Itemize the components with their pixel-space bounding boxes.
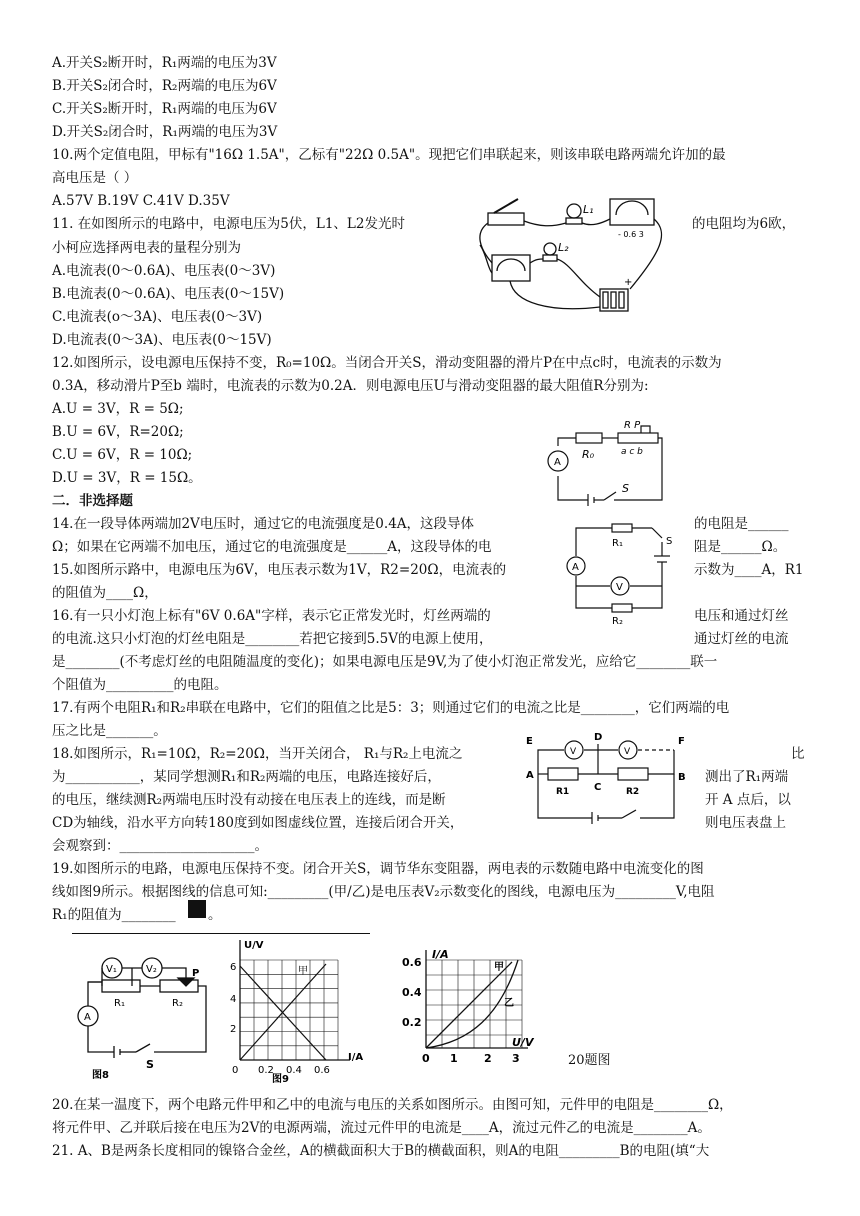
q21-line1: 21. A、B是两条长度相同的镍铬合金丝，A的横截面积大于B的横截面积，则A的电阻_________B的电阻(填“大: [52, 1143, 710, 1159]
q18-d-label: D: [594, 732, 603, 743]
fig20-xtick-0: 0: [422, 1052, 430, 1065]
q12-r0-label: R₀: [582, 448, 595, 461]
fig8-circuit: [68, 948, 210, 1081]
q18-line1a: 18.如图所示，R₁=10Ω，R₂=20Ω，当开关闭合， R₁与R₂上电流之: [52, 746, 463, 762]
q16-line1b: 电压和通过灯丝: [694, 608, 789, 624]
q18-b-label: B: [678, 772, 686, 783]
redaction-block: [188, 900, 206, 918]
q12-line2: 0.3A，移动滑片P至b 端时，电流表的示数为0.2A．则电源电压U与滑动变阻器的最大阻值R分别为:: [52, 378, 649, 394]
q12-acb-label: a c b: [621, 447, 643, 457]
q9-option-a: A.开关S₂断开时，R₁两端的电压为3V: [52, 55, 277, 71]
q12-switch-label: S: [622, 482, 629, 495]
fig20-chart: [400, 946, 540, 1070]
q18-line1b: 比: [791, 746, 805, 762]
q16-line2b: 通过灯丝的电流: [694, 631, 789, 647]
q18-line3a: 的电压，继续测R₂两端电压时没有动接在电压表上的连线，而是断: [52, 792, 446, 808]
fig20-xtick-1: 1: [450, 1052, 458, 1065]
fig9-xtick-06: 0.6: [314, 1065, 330, 1076]
q16-line3: 是________(不考虑灯丝的电阻随温度的变化)；如果电源电压是9V,为了使小灯泡正常发光，应给它________联一: [52, 654, 718, 670]
q16-line4: 个阻值为__________的电阻。: [52, 677, 228, 693]
q19-line1: 19.如图所示的电路，电源电压保持不变。闭合开关S，调节华东变阻器，两电表的示数随电路中电流变化的图: [52, 861, 704, 877]
q19-line3b: 。: [208, 907, 222, 923]
fig8-v1-label: V₁: [106, 964, 117, 975]
fig9-series-jia: 甲: [298, 966, 308, 977]
section-title: 二．非选择题: [52, 493, 133, 509]
fig20-series-jia: 甲: [494, 962, 504, 973]
q11-option-b: B.电流表(0～0.6A)、电压表(0～15V): [52, 286, 285, 302]
q16-line2a: 的电流.这只小灯泡的灯丝电阻是________若把它接到5.5V的电源上使用，: [52, 631, 493, 647]
q18-v1-label: V: [570, 747, 577, 757]
q19-line3a: R₁的阻值为________: [52, 907, 176, 923]
q18-c-label: C: [594, 782, 602, 793]
fig8-v2-label: V₂: [146, 964, 157, 975]
q11-option-d: D.电流表(0～3A)、电压表(0～15V): [52, 332, 272, 348]
q9-option-c: C.开关S₂断开时，R₁两端的电压为6V: [52, 101, 277, 117]
fig8-p-label: P: [192, 968, 200, 979]
q16-line1a: 16.有一只小灯泡上标有"6V 0.6A"字样，表示它正常发光时，灯丝两端的: [52, 608, 491, 624]
q15-ammeter-label: A: [572, 562, 579, 573]
q10-line2: 高电压是（ ）: [52, 170, 138, 186]
q11-circuit-figure: [470, 193, 688, 321]
q11-option-a: A.电流表(0～0.6A)、电压表(0～3V): [52, 263, 276, 279]
q20-line2: 将元件甲、乙并联后接在电压为2V的电源两端，流过元件甲的电流是____A，流过元件乙的电流是________A。: [52, 1120, 711, 1136]
divider-line: [72, 933, 370, 934]
q18-f-label: F: [678, 736, 685, 747]
q11-option-c: C.电流表(o～3A)、电压表(0～3V): [52, 309, 263, 325]
q18-line4b: 则电压表盘上: [705, 815, 786, 831]
q15-switch-label: S: [666, 536, 673, 547]
q11-line1b: 的电阻均为6欧，: [692, 216, 796, 232]
q20-line1: 20.在某一温度下，两个电路元件甲和乙中的电流与电压的关系如图所示。由图可知，元件甲的电阻是________Ω，: [52, 1097, 733, 1113]
fig9-xtick-0: 0: [232, 1065, 239, 1076]
q15-voltmeter-label: V: [616, 582, 623, 593]
q10-line1: 10.两个定值电阻，甲标有"16Ω 1.5A"，乙标有"22Ω 0.5A"。现把它们串联起来，则该串联电路两端允许加的最: [52, 147, 726, 163]
q14-line2a: Ω；如果在它两端不加电压，通过它的电流强度是______A，这段导体的电: [52, 539, 492, 555]
q18-line3b: 开 A 点后，以: [705, 792, 791, 808]
fig20-ylabel: I/A: [432, 948, 449, 961]
q12-option-c: C.U = 6V，R = 10Ω;: [52, 447, 193, 463]
q12-circuit-figure: [538, 418, 666, 506]
q12-option-a: A.U = 3V，R = 5Ω;: [52, 401, 184, 417]
fig8-a-label: A: [84, 1012, 91, 1023]
fig8-s-label: S: [146, 1058, 154, 1071]
fig9-ytick-4: 4: [230, 994, 237, 1005]
fig9-xlabel: I/A: [348, 1052, 364, 1063]
fig8-r1-label: R₁: [114, 998, 125, 1009]
q11-battery-plus: +: [624, 277, 633, 288]
q11-line1a: 11. 在如图所示的电路中，电源电压为5伏，L1、L2发光时: [52, 216, 405, 232]
q15-line1b: 示数为____A，R1: [694, 562, 804, 578]
fig9-xtick-02: 0.2: [258, 1065, 274, 1076]
q11-line2: 小柯应选择两电表的量程分别为: [52, 240, 241, 256]
q15-circuit-figure: [566, 516, 684, 627]
fig20-xtick-3: 3: [512, 1052, 520, 1065]
q17-line1: 17.有两个电阻R₁和R₂串联在电路中，它们的阻值之比是5：3；则通过它们的电流之比是________，它们两端的电: [52, 700, 730, 716]
q12-line1: 12.如图所示，设电源电压保持不变，R₀=10Ω。当闭合开关S，滑动变阻器的滑片P在中点c时，电流表的示数为: [52, 355, 722, 371]
q9-option-b: B.开关S₂闭合时，R₂两端的电压为6V: [52, 78, 277, 94]
q15-r1-label: R₁: [612, 538, 623, 549]
q12-option-d: D.U = 3V，R = 15Ω。: [52, 470, 202, 486]
q12-option-b: B.U = 6V，R=20Ω;: [52, 424, 184, 440]
fig20-caption: 20题图: [568, 1053, 611, 1068]
fig9-chart: [222, 936, 382, 1086]
q14-line1a: 14.在一段导体两端加2V电压时，通过它的电流强度是0.4A，这段导体: [52, 516, 475, 532]
q18-line2a: 为___________，某同学想测R₁和R₂两端的电压，电路连接好后，: [52, 769, 441, 785]
fig9-ytick-6: 6: [230, 962, 237, 973]
fig8-caption: 图8: [92, 1070, 109, 1081]
fig8-r2-label: R₂: [172, 998, 183, 1009]
q18-r1-label: R1: [556, 787, 570, 797]
fig20-xlabel: U/V: [512, 1036, 534, 1049]
fig20-xtick-2: 2: [484, 1052, 492, 1065]
fig9-ytick-2: 2: [230, 1024, 237, 1035]
q11-l1-label: L₁: [583, 203, 594, 216]
fig9-ylabel: U/V: [244, 940, 264, 951]
fig20-ytick-04: 0.4: [402, 986, 422, 999]
q11-ammeter-scale: - 0.6 3: [618, 230, 644, 239]
q12-ammeter-label: A: [554, 457, 561, 468]
q11-l2-label: L₂: [558, 241, 569, 254]
q17-line2: 压之比是_______。: [52, 723, 167, 739]
q14-line2b: 阻是______Ω。: [694, 539, 787, 555]
q12-rp-label: R P: [624, 420, 641, 431]
q18-line5: 会观察到：____________________。: [52, 838, 268, 854]
q9-option-d: D.开关S₂闭合时，R₁两端的电压为3V: [52, 124, 278, 140]
fig9-xtick-04: 0.4: [286, 1065, 302, 1076]
q18-line2b: 测出了R₁两端: [705, 769, 789, 785]
q18-circuit-figure: [522, 730, 690, 828]
q18-r2-label: R2: [626, 787, 640, 797]
fig20-series-yi: 乙: [504, 998, 514, 1009]
q18-e-label: E: [526, 736, 533, 747]
q15-line1a: 15.如图所示路中，电源电压为6V，电压表示数为1V，R2=20Ω，电流表的: [52, 562, 507, 578]
fig9-caption: 图9: [272, 1074, 289, 1085]
q14-line1b: 的电阻是______: [694, 516, 789, 532]
fig20-ytick-06: 0.6: [402, 956, 422, 969]
q19-line2: 线如图9所示。根据图线的信息可知:_________(甲/乙)是电压表V₂示数变化的图线，电源电压为_________V,电阻: [52, 884, 715, 900]
q10-options: A.57V B.19V C.41V D.35V: [52, 193, 230, 209]
q15-line2: 的阻值为____Ω，: [52, 585, 158, 601]
q15-r2-label: R₂: [612, 616, 623, 627]
fig20-ytick-02: 0.2: [402, 1016, 422, 1029]
q18-v2-label: V: [624, 747, 631, 757]
q18-line4a: CD为轴线，沿水平方向转180度到如图虚线位置，连接后闭合开关，: [52, 815, 464, 831]
q18-a-label: A: [526, 770, 534, 781]
